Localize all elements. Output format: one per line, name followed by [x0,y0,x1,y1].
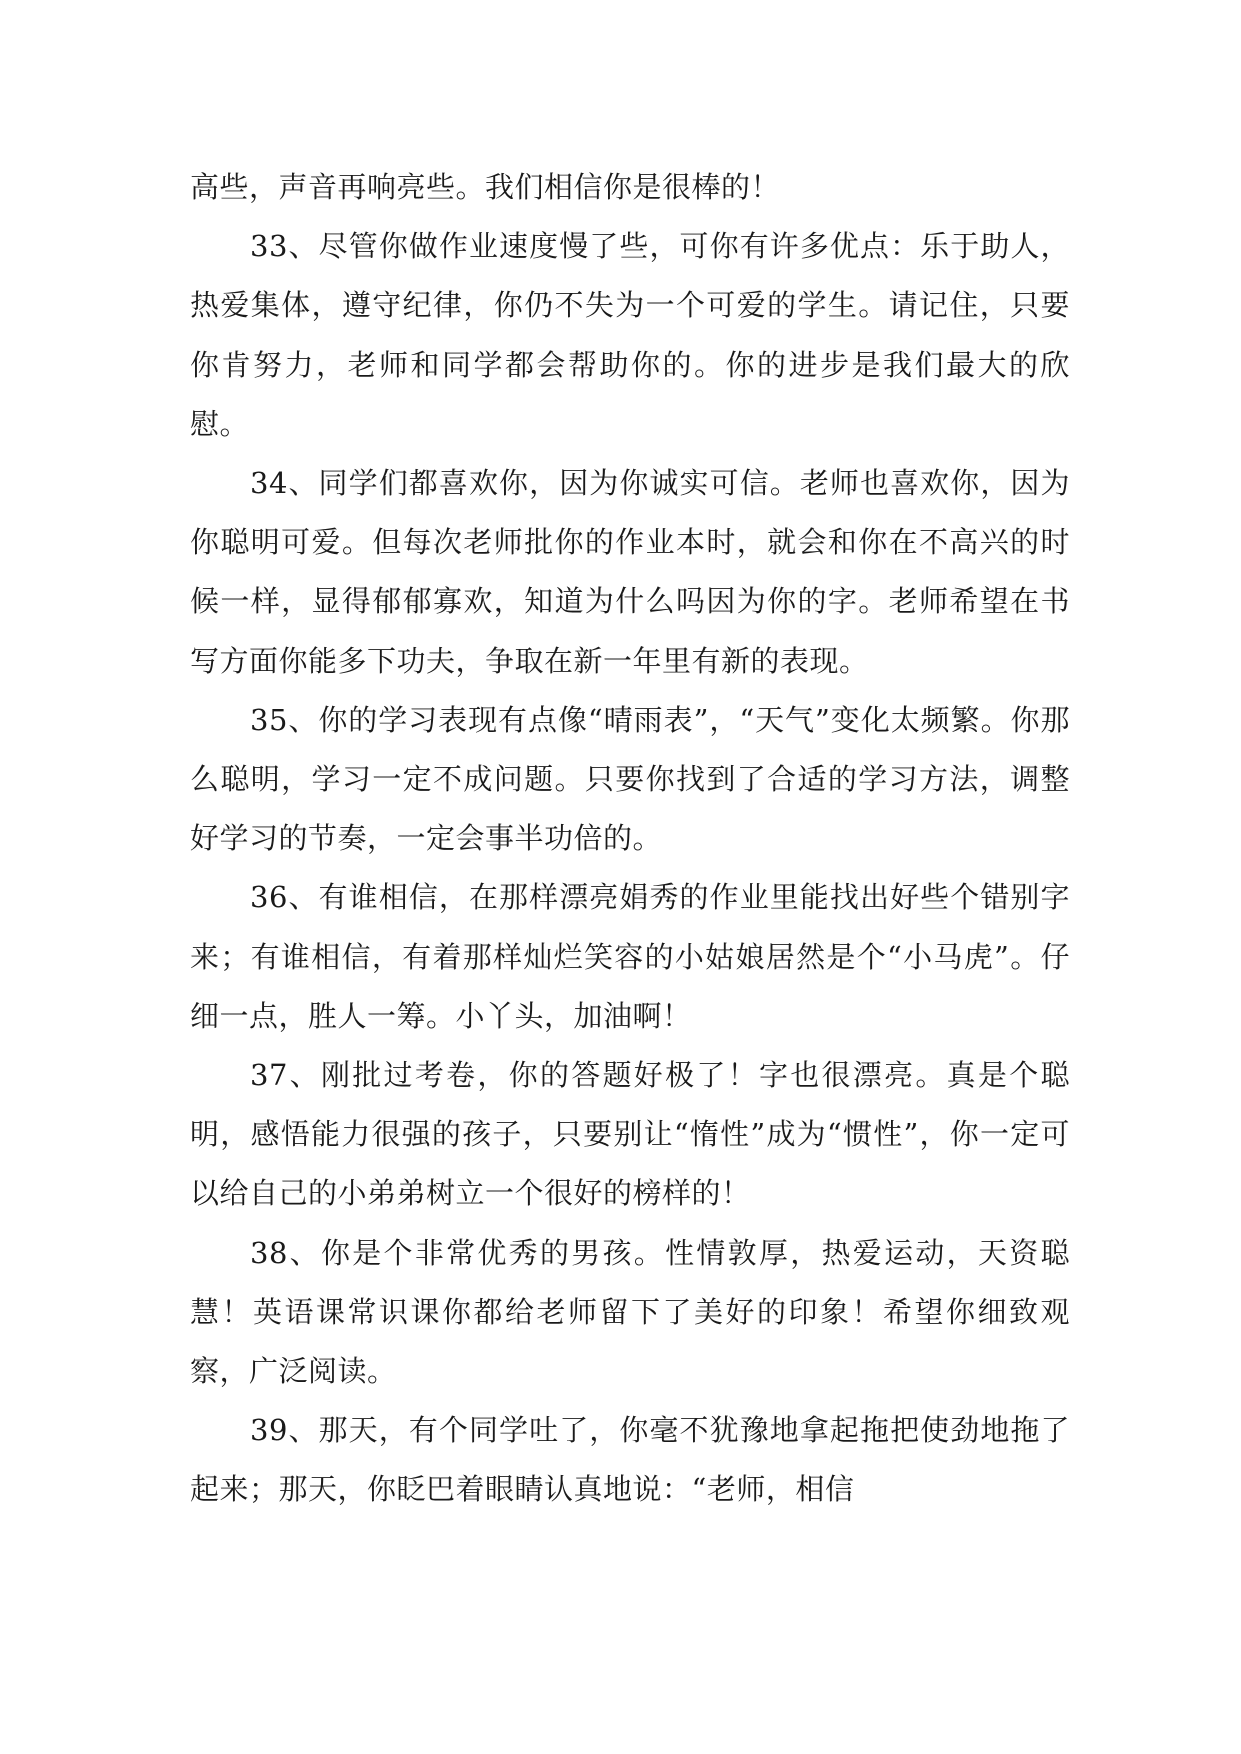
document-body [190,158,1070,1520]
paragraph-38: 38、你是个非常优秀的男孩。性情敦厚，热爱运动，天资聪慧！英语课常识课你都给老师留下了美好的印象！希望你细致观察，广泛阅读。 [190,1235,1070,1389]
paragraph-continued: 高些，声音再响亮些。我们相信你是很棒的！ [190,170,781,204]
paragraph-34: 34、同学们都喜欢你，因为你诚实可信。老师也喜欢你，因为你聪明可爱。但每次老师批你的作业本时，就会和你在不高兴的时候一样，显得郁郁寡欢，知道为什么吗因为你的字。老师希望在书写方面你能多下功夫，争取在新一年里有新的表现。 [190,466,1070,678]
paragraph-39: 39、那天，有个同学吐了，你毫不犹豫地拿起拖把使劲地拖了起来；那天，你眨巴着眼睛认真地说：“老师，相信 [190,1413,1070,1507]
paragraph-37: 37、刚批过考卷，你的答题好极了！字也很漂亮。真是个聪明，感悟能力很强的孩子，只要别让“惰性”成为“惯性”，你一定可以给自己的小弟弟树立一个很好的榜样的！ [190,1058,1070,1211]
paragraph-35: 35、你的学习表现有点像“晴雨表”，“天气”变化太频繁。你那么聪明，学习一定不成问题。只要你找到了合适的学习方法，调整好学习的节奏，一定会事半功倍的。 [190,702,1070,856]
paragraph-33: 33、尽管你做作业速度慢了些，可你有许多优点：乐于助人，热爱集体，遵守纪律，你仍不失为一个可爱的学生。请记住，只要你肯努力，老师和同学都会帮助你的。你的进步是我们最大的欣慰。 [190,229,1070,441]
paragraph-36: 36、有谁相信，在那样漂亮娟秀的作业里能找出好些个错别字来；有谁相信，有着那样灿烂笑容的小姑娘居然是个“小马虎”。仔细一点，胜人一筹。小丫头，加油啊！ [190,880,1070,1033]
